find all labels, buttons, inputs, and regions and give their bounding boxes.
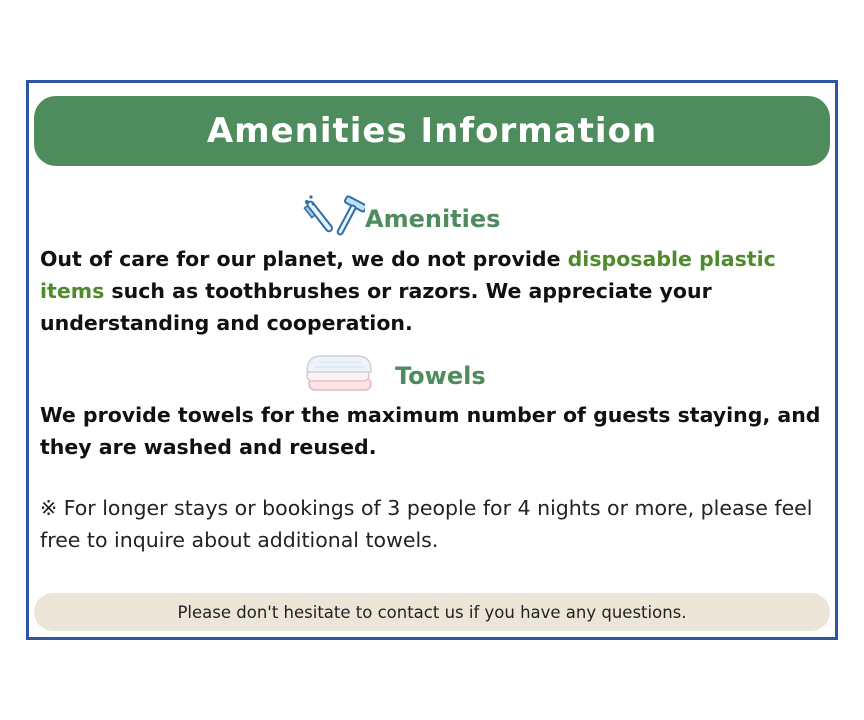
towels-heading-label: Towels (395, 362, 486, 390)
towels-icon (299, 350, 387, 402)
page-title: Amenities Information (206, 111, 658, 151)
amenities-info-panel (26, 80, 838, 640)
toothbrush-razor-icon (301, 192, 365, 246)
footer-banner (34, 593, 830, 631)
amenities-heading (301, 195, 500, 243)
towels-heading (299, 353, 486, 399)
footer-text: Please don't hesitate to contact us if you have any questions. (177, 602, 687, 622)
amenities-text-highlight: disposable plastic items (40, 247, 776, 303)
amenities-paragraph (40, 243, 830, 339)
amenities-text-end: such as toothbrushes or razors. We appreciate your understanding and cooperation. (40, 279, 712, 335)
amenities-heading-label: Amenities (365, 205, 501, 233)
towels-note: ※ For longer stays or bookings of 3 people for 4 nights or more, please feel free to inquire about additional towels. (40, 496, 813, 552)
amenities-text-start: Out of care for our planet, we do not provide (40, 247, 568, 271)
towels-paragraph: We provide towels for the maximum number of guests staying, and they are washed and reused. (40, 403, 821, 459)
header-banner (34, 96, 830, 166)
